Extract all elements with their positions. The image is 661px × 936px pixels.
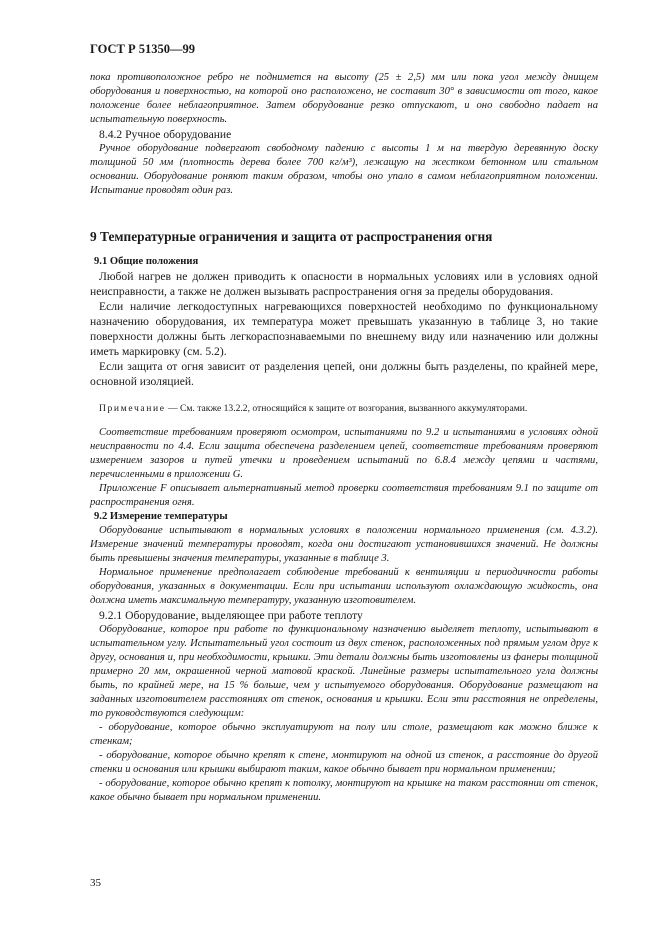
clause-9-1-paragraph-1: Любой нагрев не должен приводить к опасности в нормальных условиях или в условиях одной неисправности, а также не должен вызывать распространения огня за пределы оборудования. xyxy=(90,270,598,298)
clause-9-1-title: 9.1 Общие положения xyxy=(94,256,199,267)
note xyxy=(90,402,598,415)
note-text: — См. также 13.2.2, относящийся к защите от возгорания, вызванного аккумуляторами. xyxy=(165,403,528,414)
list-item: - оборудование, которое обычно эксплуатируют на полу или столе, размещают как можно ближе к стенкам; xyxy=(90,722,598,747)
clause-9-1-paragraph-3: Если защита от огня зависит от разделения цепей, они должны быть разделены, по крайней мере, основной изоляцией. xyxy=(90,360,598,388)
clause-9-2-1-title: 9.2.1 Оборудование, выделяющее при работе теплоту xyxy=(99,609,363,622)
clause-9-2-1-paragraph: Оборудование, которое при работе по функциональному назначению выделяет теплоту, испытывают в испытательном углу. Испытательный угол состоит из двух стенок, расположенных под прямым углом друг к другу, основания и, при необходимости, крышки. Эти детали должны быть изготовлены из фанеры толщиной примерно 20 мм, окрашенной черной матовой краской. Линейные размеры испытательного угла должны быть, по крайней мере, на 15 % больше, чем у испытуемого оборудования. Оборудование размещают на заданных изготовителем расстояниях от стенок, основания и крышки. Если эти расстояния не определены, то руководствуются следующим: xyxy=(90,624,598,719)
clause-9-1-annex-reference: Приложение F описывает альтернативный метод проверки соответствия требованиям 9.1 по защите от распространения огня. xyxy=(90,483,598,508)
section-9-title: 9 Температурные ограничения и защита от распространения огня xyxy=(90,229,493,244)
clause-9-2-paragraph-2: Нормальное применение предполагает соблюдение требований к вентиляции и периодичности работы оборудования, указанных в документации. Если при испытании используют охлаждающую жидкость, она должна иметь максимальную температуру, указанную изготовителем. xyxy=(90,567,598,606)
list-item: - оборудование, которое обычно крепят к стене, монтируют на одной из стенок, а расстояние до другой стенки и основания или крышки выбирают таким, какое обычно бывает при нормальном применении; xyxy=(90,750,598,775)
standard-header: ГОСТ Р 51350—99 xyxy=(90,42,196,56)
clause-9-2-title: 9.2 Измерение температуры xyxy=(94,511,228,522)
page-number: 35 xyxy=(90,877,101,889)
list-item: - оборудование, которое обычно крепят к потолку, монтируют на крышке на таком расстоянии от стенок, какое обычно бывает при нормальном применении. xyxy=(90,778,598,803)
note-label: Примечание xyxy=(99,403,166,414)
paragraph-drop-test-continuation: пока противоположное ребро не поднимется на высоту (25 ± 2,5) мм или пока угол между днищем оборудования и поверхностью, на которой оно расположено, не составит 30° в зависимости от того, какое положение более неблагоприятное. Затем оборудование резко отпускают, и оно свободно падает на испытательную поверхность. xyxy=(90,72,598,125)
clause-8-4-2-text: Ручное оборудование подвергают свободному падению с высоты 1 м на твердую деревянную доску толщиной 50 мм (плотность дерева более 700 кг/м³), лежащую на жестком бетонном или стальном основании. Оборудование роняют таким образом, чтобы оно упало в самом неблагоприятном положении. Испытание проводят один раз. xyxy=(90,143,598,196)
document-page xyxy=(90,42,598,805)
clause-9-1-compliance-check: Соответствие требованиям проверяют осмотром, испытаниями по 9.2 и испытаниями в условиях одной неисправности по 4.4. Если защита обеспечена разделением цепей, соответствие требованиям проверяют измерением зазоров и путей утечки и проведением испытаний по 6.8.4 между цепями и частями, перечисленными в приложении G. xyxy=(90,427,598,480)
clause-9-2-paragraph-1: Оборудование испытывают в нормальных условиях в положении нормального применения (см. 4.3.2). Измерение значений температуры проводят, когда они достигают установившихся значений. Не должны быть превышены значения температуры, указанные в таблице 3. xyxy=(90,525,598,564)
clause-9-1-paragraph-2: Если наличие легкодоступных нагревающихся поверхностей необходимо по функциональному назначению оборудования, их температура может превышать указанную в таблице 3, но такие поверхности должны быть легкораспознаваемыми по внешнему виду или назначению или должны иметь маркировку (см. 5.2). xyxy=(90,300,598,358)
clause-8-4-2-title: 8.4.2 Ручное оборудование xyxy=(99,128,232,141)
